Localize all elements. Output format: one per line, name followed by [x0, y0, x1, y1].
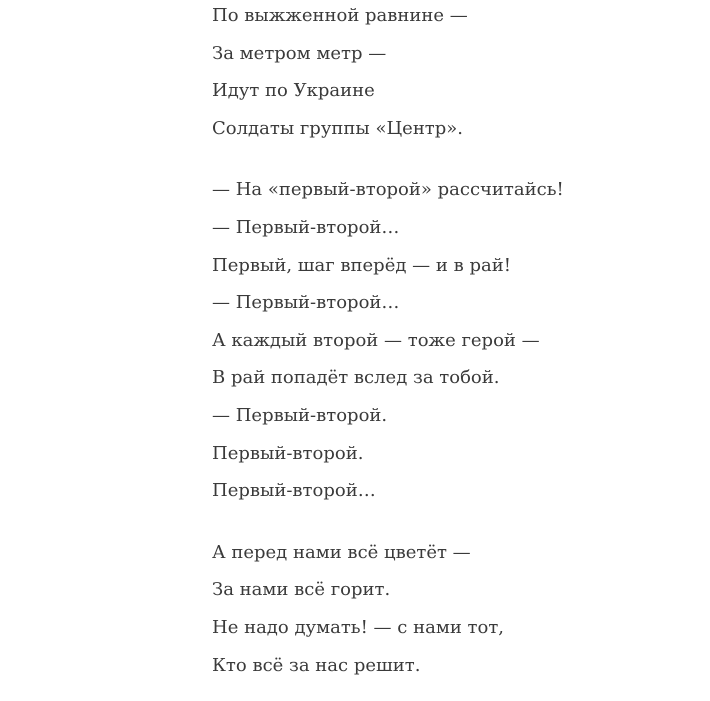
poem-line: — На «первый-второй» рассчитайсь! — [212, 179, 564, 201]
poem-line: Первый-второй. — [212, 442, 364, 464]
stanza-3 — [212, 534, 692, 684]
stanza-2 — [212, 171, 692, 509]
poem-line: А каждый второй — тоже герой — — [212, 329, 540, 351]
poem-line: — Первый-второй. — [212, 404, 388, 426]
poem-line: По выжженной равнине — — [212, 5, 468, 26]
poem-line: Солдаты группы «Центр». — [212, 117, 464, 139]
poem-line: За метром метр — — [212, 42, 387, 64]
poem-line: Первый-второй… — [212, 480, 376, 502]
poem-text — [212, 0, 692, 701]
poem-line: Не надо думать! — с нами тот, — [212, 616, 505, 638]
poem-line: А перед нами всё цветёт — — [212, 541, 471, 563]
poem-line: Кто всё за нас решит. — [212, 654, 421, 676]
poem-line: Идут по Украине — [212, 80, 375, 102]
stanza-1 — [212, 0, 692, 147]
poem-line: В рай попадёт вслед за тобой. — [212, 367, 500, 389]
poem-line: — Первый-второй… — [212, 292, 400, 314]
poem-line: За нами всё горит. — [212, 579, 391, 601]
poem-line: — Первый-второй… — [212, 216, 400, 238]
poem-line: Первый, шаг вперёд — и в рай! — [212, 254, 511, 276]
